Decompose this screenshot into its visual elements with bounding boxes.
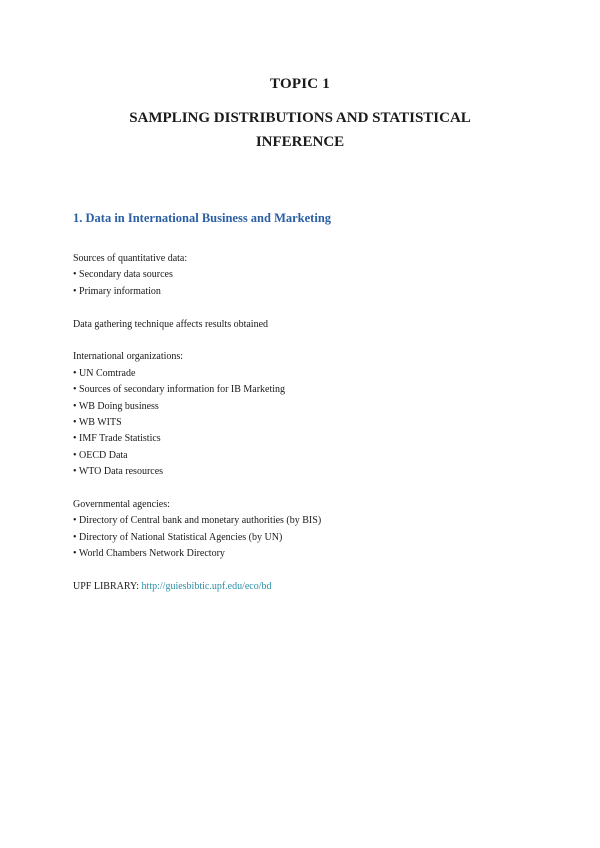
list-item: • World Chambers Network Directory (73, 548, 225, 560)
section-heading: 1. Data in International Business and Marketing (73, 211, 332, 225)
list-item: • UN Comtrade (73, 367, 136, 379)
intl-label: International organizations: (73, 351, 184, 363)
spacer (73, 563, 543, 579)
list-item: • Directory of Central bank and monetary authorities (by BIS) (73, 515, 322, 527)
list-item: • IMF Trade Statistics (73, 433, 161, 445)
spacer (73, 300, 543, 316)
library-line (73, 579, 543, 595)
list-item: • WB WITS (73, 417, 122, 429)
list-item: • Sources of secondary information for IB Marketing (73, 384, 286, 396)
topic-label: TOPIC 1 (270, 76, 330, 92)
list-item: • Primary information (73, 285, 161, 297)
spacer (73, 333, 543, 349)
document-title: SAMPLING DISTRIBUTIONS AND STATISTICAL INFERENCE (129, 110, 471, 150)
list-item: • Directory of National Statistical Agencies (by UN) (73, 531, 283, 543)
library-link[interactable]: http://guiesbibtic.upf.edu/eco/bd (141, 581, 272, 593)
gov-label: Governmental agencies: (73, 499, 170, 511)
list-item: • WTO Data resources (73, 466, 164, 478)
spacer (73, 481, 543, 497)
technique-note: Data gathering technique affects results obtained (73, 318, 269, 330)
list-item: • OECD Data (73, 449, 128, 461)
section-body (73, 251, 543, 595)
list-item: • WB Doing business (73, 400, 159, 412)
sources-label: Sources of quantitative data: (73, 253, 188, 264)
list-item: • Secondary data sources (73, 269, 173, 281)
library-label: UPF LIBRARY: (73, 581, 142, 593)
